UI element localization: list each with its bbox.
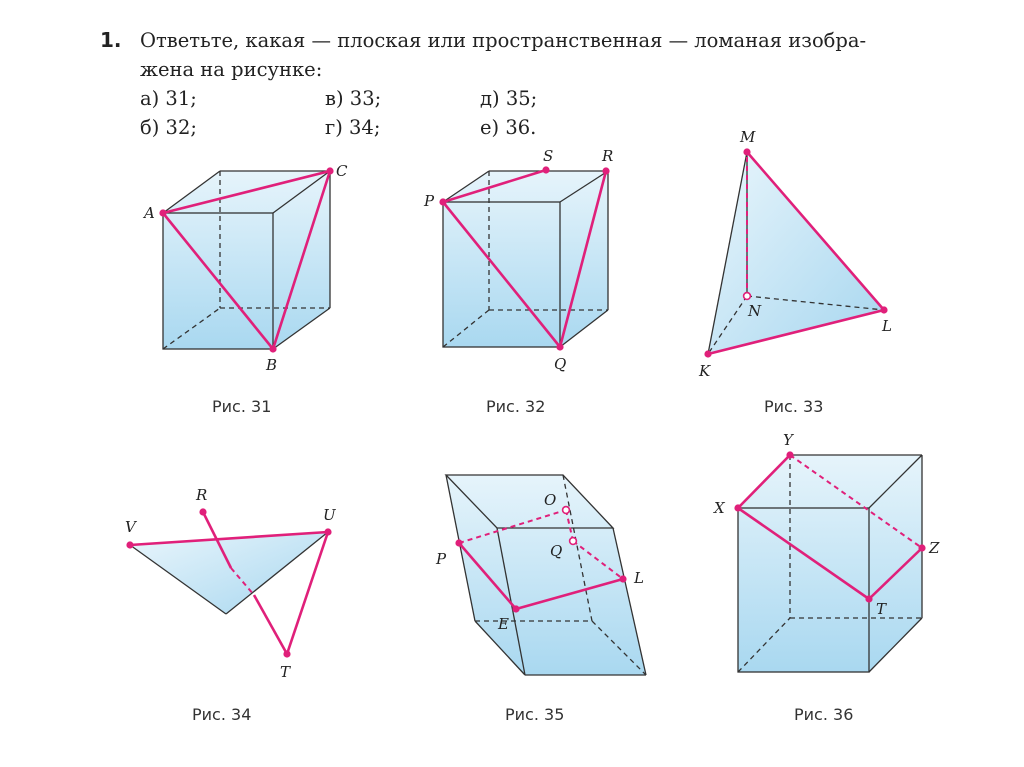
answer-a: а) 31; — [140, 87, 197, 110]
figure-31 — [142, 162, 348, 416]
fig34-label-R: R — [196, 486, 208, 504]
fig36-label-T: T — [876, 600, 887, 618]
fig32-label-R: R — [602, 147, 614, 165]
answer-d: д) 35; — [480, 87, 538, 110]
fig34-label-V: V — [125, 518, 136, 536]
fig34-caption: Рис. 34 — [192, 705, 252, 724]
fig35-label-O: O — [544, 491, 557, 509]
fig31-label-B: B — [266, 356, 278, 374]
fig31-label-A: A — [144, 204, 155, 222]
fig36-label-X: X — [714, 499, 725, 517]
fig35-caption: Рис. 35 — [505, 705, 565, 724]
fig32-label-Q: Q — [554, 355, 567, 373]
answer-b: б) 32; — [140, 116, 197, 139]
fig31-caption: Рис. 31 — [212, 397, 272, 416]
fig35-label-L: L — [634, 569, 644, 587]
fig31-label-C: C — [336, 162, 348, 180]
figure-35 — [435, 475, 646, 724]
problem-number: 1. — [100, 28, 122, 52]
answer-g: г) 34; — [325, 116, 381, 139]
fig32-label-P: P — [424, 192, 435, 210]
fig33-label-K: K — [699, 362, 711, 380]
fig36-label-Y: Y — [783, 431, 793, 449]
figure-33 — [698, 128, 892, 416]
figure-32 — [423, 147, 613, 416]
figure-36 — [713, 431, 940, 724]
fig33-label-N: N — [748, 302, 762, 320]
question-line-2: жена на рисунке: — [140, 58, 323, 81]
fig33-label-M: M — [740, 128, 756, 146]
fig33-caption: Рис. 33 — [764, 397, 824, 416]
fig32-label-S: S — [543, 147, 554, 165]
figure-34 — [125, 486, 337, 724]
fig34-label-U: U — [323, 506, 336, 524]
fig36-label-Z: Z — [929, 539, 940, 557]
answer-e: е) 36. — [480, 116, 537, 139]
fig35-label-Q: Q — [550, 542, 563, 560]
question-line-1: Ответьте, какая — плоская или пространственная — ломаная изобра- — [140, 29, 867, 52]
fig36-caption: Рис. 36 — [794, 705, 854, 724]
fig34-label-T: T — [280, 663, 291, 681]
fig33-label-L: L — [882, 317, 892, 335]
fig35-label-P: P — [436, 550, 447, 568]
answer-v: в) 33; — [325, 87, 382, 110]
fig32-caption: Рис. 32 — [486, 397, 546, 416]
fig35-label-E: E — [498, 615, 509, 633]
